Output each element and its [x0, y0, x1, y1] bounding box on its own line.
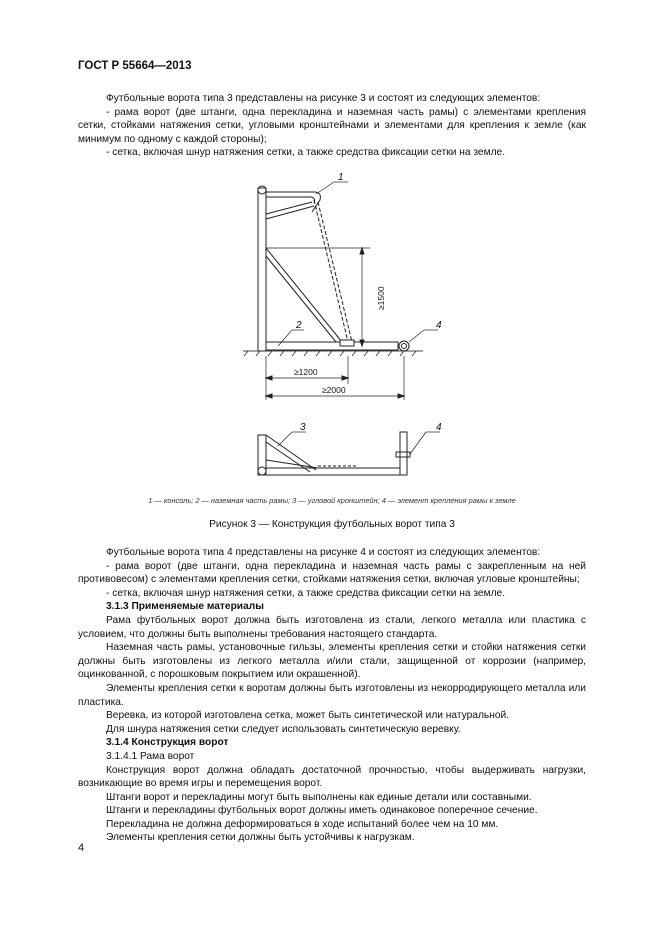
paragraph: Футбольные ворота типа 4 представлены на рисунке 4 и состоят из следующих элементов:	[106, 547, 541, 558]
paragraph: Элементы крепления сетки должны быть устойчивы к нагрузкам.	[106, 832, 415, 844]
section-heading: 3.1.4 Конструкция ворот	[106, 737, 229, 749]
paragraph: Конструкция ворот должна обладать достаточной прочностью, чтобы выдерживать нагрузки, возникающие во время игры и перемещения ворот.	[78, 764, 586, 790]
intro-text	[78, 92, 586, 160]
ground-frame	[266, 342, 398, 350]
console-bar	[266, 192, 320, 212]
label-4b: 4	[436, 422, 442, 433]
body-text	[78, 546, 586, 845]
figure-3	[78, 170, 586, 500]
paragraph: Рама футбольных ворот должна быть изготовлена из стали, легкого металла или пластика с условием, что должны быть выполнены требования настоящего стандарта.	[78, 614, 586, 640]
subsection-heading: 3.1.4.1 Рама ворот	[106, 750, 195, 762]
paragraph: Штанги ворот и перекладины могут быть выполнены как единые детали или составными.	[106, 791, 532, 803]
page-number: 4	[78, 842, 85, 854]
intro-line: - сетка, включая шнур натяжения сетки, а также средства фиксации сетки на земле.	[106, 147, 506, 159]
top-view	[258, 422, 442, 475]
paragraph: Веревка, из которой изготовлена сетка, может быть синтетической или натуральной.	[106, 710, 510, 722]
label-3: 3	[300, 422, 306, 433]
paragraph: Штанги и перекладины футбольных ворот должны иметь одинаковое поперечное сечение.	[106, 805, 538, 817]
intro-line: - рама ворот (две штанги, одна перекладина и наземная часть рамы) с элементами крепления сетки, стойками натяжения сетки, угловыми кронштейнами и элементами для крепления к земле (как минимум по одному с каждой стороны);	[78, 106, 586, 145]
paragraph: Перекладина не должна деформироваться в ходе испытаний более чем на 10 мм.	[106, 818, 499, 830]
section-heading: 3.1.3 Применяемые материалы	[106, 601, 264, 613]
post-top	[258, 186, 266, 194]
label-4: 4	[436, 320, 442, 331]
ground-anchor	[399, 341, 409, 351]
figure-caption: Рисунок 3 — Конструкция футбольных ворот типа 3	[209, 519, 455, 530]
intro-line: Футбольные ворота типа 3 представлены на рисунке 3 и состоят из следующих элементов:	[106, 93, 541, 104]
document-header: ГОСТ Р 55664—2013	[78, 60, 192, 72]
ground-line	[243, 351, 423, 356]
figure-legend: 1 — консоль; 2 — наземная часть рамы; 3 — угловой кронштейн; 4 — элемент крепления рамы к земле	[148, 496, 516, 505]
label-1: 1	[338, 172, 344, 183]
label-2: 2	[296, 320, 302, 331]
paragraph: Элементы крепления сетки к воротам должны быть изготовлены из некорродирующего металла или пластика.	[78, 682, 586, 708]
paragraph: Наземная часть рамы, установочные гильзы, элементы крепления сетки и стойки натяжения сетки должны быть изготовлены из легкого металла и/или стали, защищенной от коррозии (например, оцинкованной, с порошковым покрытием или окрашенной).	[78, 642, 586, 681]
paragraph: - сетка, включая шнур натяжения сетки, а также средства фиксации сетки на земле.	[106, 587, 506, 599]
dim-height: ≥1500	[376, 286, 386, 310]
dim-depth1: ≥1200	[294, 367, 318, 377]
paragraph: Для шнура натяжения сетки следует использовать синтетическую веревку.	[106, 723, 461, 735]
paragraph: - рама ворот (две штанги, одна перекладина и наземная часть рамы с закрепленным на ней противовесом) с элементами крепления сетки, стойками натяжения сетки, включая угловые кронштейны;	[78, 560, 586, 586]
goal-post	[258, 188, 266, 351]
goal-drawing	[78, 170, 586, 500]
dim-depth2: ≥2000	[322, 385, 346, 395]
